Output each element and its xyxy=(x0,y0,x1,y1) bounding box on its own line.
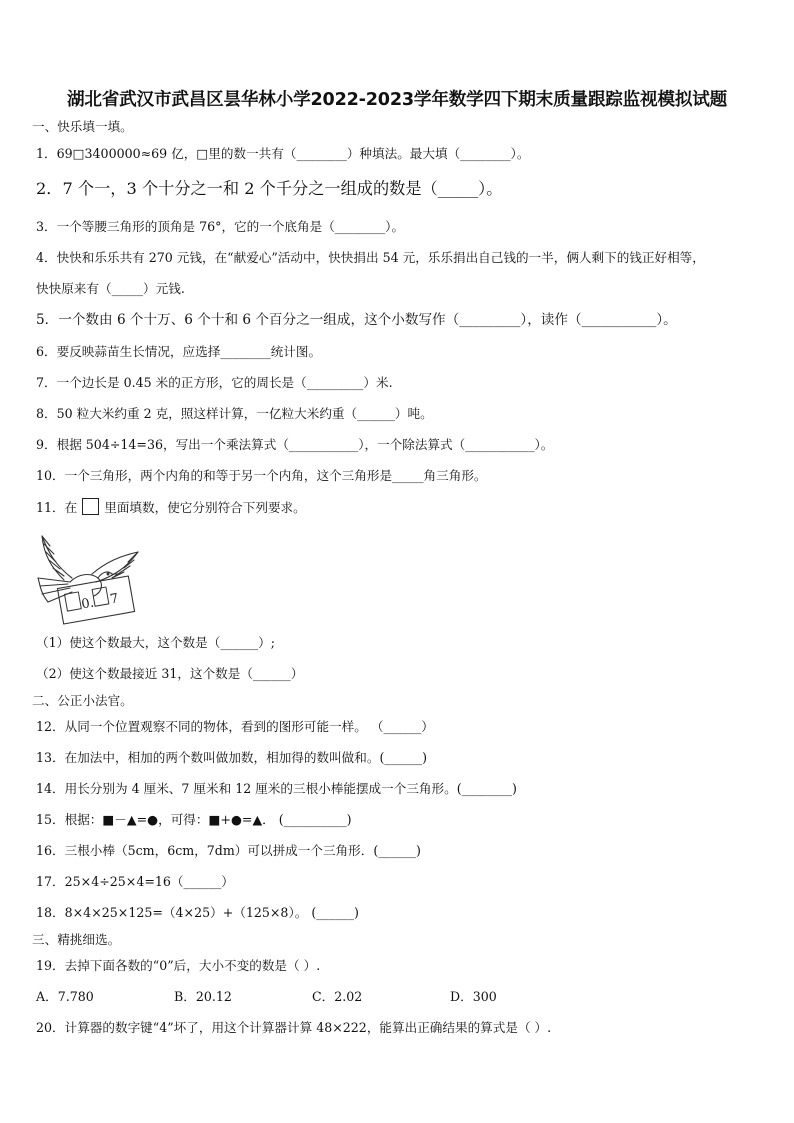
question-5: 5．一个数由 6 个十万、6 个十和 6 个百分之一组成，这个小数写作（_________），读作（___________）。 xyxy=(36,312,677,328)
option-a: A．7.780 xyxy=(36,989,94,1004)
question-13: 13．在加法中，相加的两个数叫做加数，相加得的数叫做和。(______) xyxy=(36,750,428,765)
question-4-line-1: 4．快快和乐乐共有 270 元钱，在“献爱心”活动中，快快捐出 54 元，乐乐捐出自己钱的一半，俩人剩下的钱正好相等， xyxy=(36,250,705,265)
question-12: 12．从同一个位置观察不同的物体，看到的图形可能一样。 （______） xyxy=(36,719,434,734)
question-20: 20．计算器的数字键“4”坏了，用这个计算器计算 48×222，能算出正确结果的算式是（ ）. xyxy=(36,1020,552,1035)
question-4-line-2: 快快原来有（_____）元钱. xyxy=(36,281,185,296)
question-18: 18．8×4×25×125=（4×25）+（125×8）。 (______) xyxy=(36,905,359,920)
question-15: 15．根据：■－▲=●，可得：■+●=▲． (__________) xyxy=(36,812,352,827)
question-19: 19．去掉下面各数的“0”后，大小不变的数是（ ）. xyxy=(36,958,321,973)
question-14: 14．用长分别为 4 厘米、7 厘米和 12 厘米的三根小棒能摆成一个三角形。(________) xyxy=(36,781,517,796)
question-3: 3．一个等腰三角形的顶角是 76°，它的一个底角是（________）。 xyxy=(36,219,405,234)
question-11-prefix: 11．在 xyxy=(36,500,78,515)
option-c: C．2.02 xyxy=(312,989,363,1004)
question-6: 6．要反映蒜苗生长情况，应选择________统计图。 xyxy=(36,344,322,359)
question-11 xyxy=(36,498,306,517)
card-digit-text: 7 xyxy=(108,591,120,608)
question-8: 8．50 粒大米约重 2 克，照这样计算，一亿粒大米约重（______）吨。 xyxy=(36,406,433,421)
question-1: 1．69□3400000≈69 亿，□里的数一共有（________）种填法。最大填（________）。 xyxy=(36,146,530,161)
section-heading-1: 一、快乐填一填。 xyxy=(32,119,133,134)
question-2: 2．7 个一，3 个十分之一和 2 个千分之一组成的数是（_____）。 xyxy=(36,179,503,198)
section-heading-2: 二、公正小法官。 xyxy=(32,693,133,708)
section-heading-3: 三、精挑细选。 xyxy=(32,932,121,947)
question-11-suffix: 里面填数，使它分别符合下列要求。 xyxy=(104,500,306,515)
card-decimal-text: 0. xyxy=(80,595,96,613)
option-b: B．20.12 xyxy=(174,989,232,1004)
blank-box-icon xyxy=(82,498,99,515)
question-11-part-1: （1）使这个数最大，这个数是（______）; xyxy=(36,635,275,650)
option-d: D．300 xyxy=(450,989,497,1004)
question-17: 17．25×4÷25×4=16（______） xyxy=(36,874,234,889)
question-9: 9．根据 504÷14=36，写出一个乘法算式（___________），一个除法算式（___________）。 xyxy=(36,437,554,452)
question-16: 16．三根小棒（5cm，6cm，7dm）可以拼成一个三角形．(______) xyxy=(36,843,421,858)
question-7: 7．一个边长是 0.45 米的正方形，它的周长是（_________）米. xyxy=(36,375,393,390)
question-11-part-2: （2）使这个数最接近 31，这个数是（______） xyxy=(36,666,304,681)
question-19-options xyxy=(36,988,588,1006)
dove-holding-card-illustration xyxy=(34,522,156,626)
page-title: 湖北省武汉市武昌区昙华林小学2022-2023学年数学四下期末质量跟踪监视模拟试题 xyxy=(66,90,728,110)
question-10: 10．一个三角形，两个内角的和等于另一个内角，这个三角形是_____角三角形。 xyxy=(36,468,487,483)
